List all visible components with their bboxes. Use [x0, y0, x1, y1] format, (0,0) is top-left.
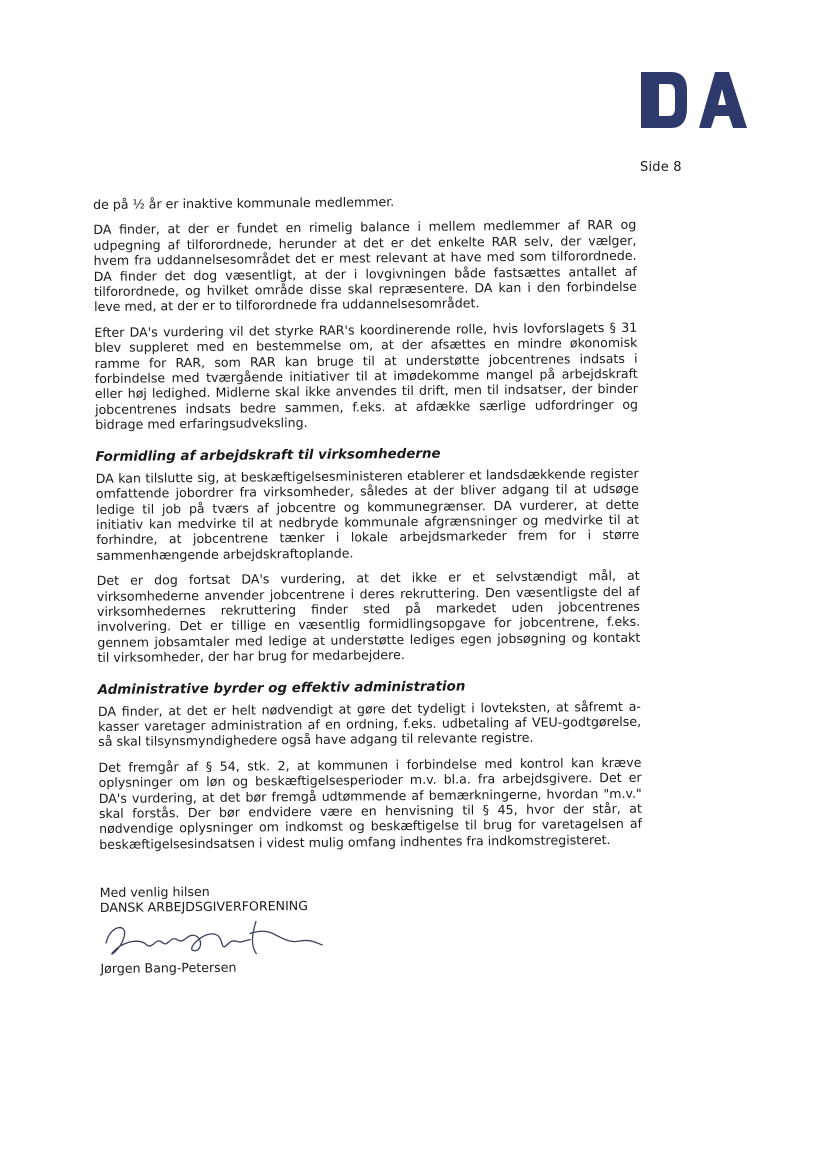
- da-logo: [641, 70, 749, 130]
- paragraph: Det er dog fortsat DA's vurdering, at det ikke er et selvstændigt mål, at virksomhederne anvender jobcentrene i deres rekruttering. Den væsentligste del af virksomhedernes rekruttering finder sted på markedet uden jobcentrenes involvering. Det er tillige en væsentlig formidlingsopgave for jobcentrene, f.eks. gennem jobsamtaler med ledige at understøtte lediges egen jobsøgning og kontakt til virksomheder, der har brug for medarbejdere.: [96, 567, 641, 666]
- handwritten-signature: [100, 910, 643, 961]
- page-number: Side 8: [640, 160, 682, 175]
- paragraph: DA finder, at der er fundet en rimelig balance i mellem medlemmer af RAR og udpegning af tilforordnede, herunder at det er det enkelte RAR selv, der vælger, hvem fra uddannelsesområdet det er mest relevant at have med som tilforordnede. DA finder det dog væsentligt, at der i lovgivningen både fastsættes antallet af tilforordnede, og hvilket område disse skal repræsentere. DA kan i den forbindelse leve med, at der er to tilforordnede fra uddannelsesområdet.: [93, 217, 637, 315]
- section-heading: Formidling af arbejdskraft til virksomhederne: [95, 446, 441, 465]
- paragraph: DA kan tilslutte sig, at beskæftigelsesministeren etablerer et landsdækkende register omfattende jobordrer fra virksomheder, således at der bliver adgang til at udsøge ledige til job på tværs af jobcentre og kommunegrænser. DA vurderer, at dette initiativ kan medvirke til at nedbryde kommunale afgrænsninger og medvirke til at forhindre, at jobcentrene tænker i lokale arbejdsmarkeder frem for i større sammenhængende arbejdskraftoplande.: [95, 465, 640, 563]
- paragraph: Efter DA's vurdering vil det styrke RAR's koordinerende rolle, hvis lovforslagets § 31 blev suppleret med en bestemmelse om, at der afsættes en mindre økonomisk ramme for RAR, som RAR kan bruge til at understøtte jobcentrenes indsats i forbindelse med tværgående initiativer til at imødekomme mangel på arbejdskraft eller høj ledighed. Midlerne skal ikke anvendes til drift, men til indsatser, der binder jobcentrenes indsats bedre sammen, f.eks. at afdække særlige udfordringer og bidrage med erfaringsudveksling.: [94, 319, 639, 433]
- paragraph: de på ½ år er inaktive kommunale medlemmer.: [93, 194, 395, 212]
- signer-name: Jørgen Bang-Petersen: [100, 959, 237, 977]
- paragraph: Det fremgår af § 54, stk. 2, at kommunen i forbindelse med kontrol kan kræve oplysninger om løn og beskæftigelsesperioder m.v. bl.a. fra arbejdsgivere. Det er DA's vurdering, at det bør fremgå udtømmende af bemærkningerne, hvordan "m.v." skal forstås. Der bør endvidere være en henvisning til § 45, hvor der står, at nødvendige oplysninger om indkomst og beskæftigelse til brug for varetagelsen af beskæftigelsesindsatsen i videst mulig omfang indhentes fra indkomstregisteret.: [98, 754, 643, 852]
- organization-name: DANSK ARBEJDSGIVERFORENING: [99, 898, 309, 916]
- section-heading: Administrative byrder og effektiv administration: [97, 679, 466, 698]
- letter-body: [93, 192, 643, 976]
- paragraph: DA finder, at det er helt nødvendigt at gøre det tydeligt i lovteksten, at såfremt a-kasser varetager administration af en ordning, f.eks. udbetaling af VEU-godtgørelse, så skal tilsynsmyndighedere også have adgang til relevante registre.: [97, 698, 642, 750]
- closing-block: [100, 880, 644, 976]
- greeting: Med venlig hilsen: [99, 884, 210, 901]
